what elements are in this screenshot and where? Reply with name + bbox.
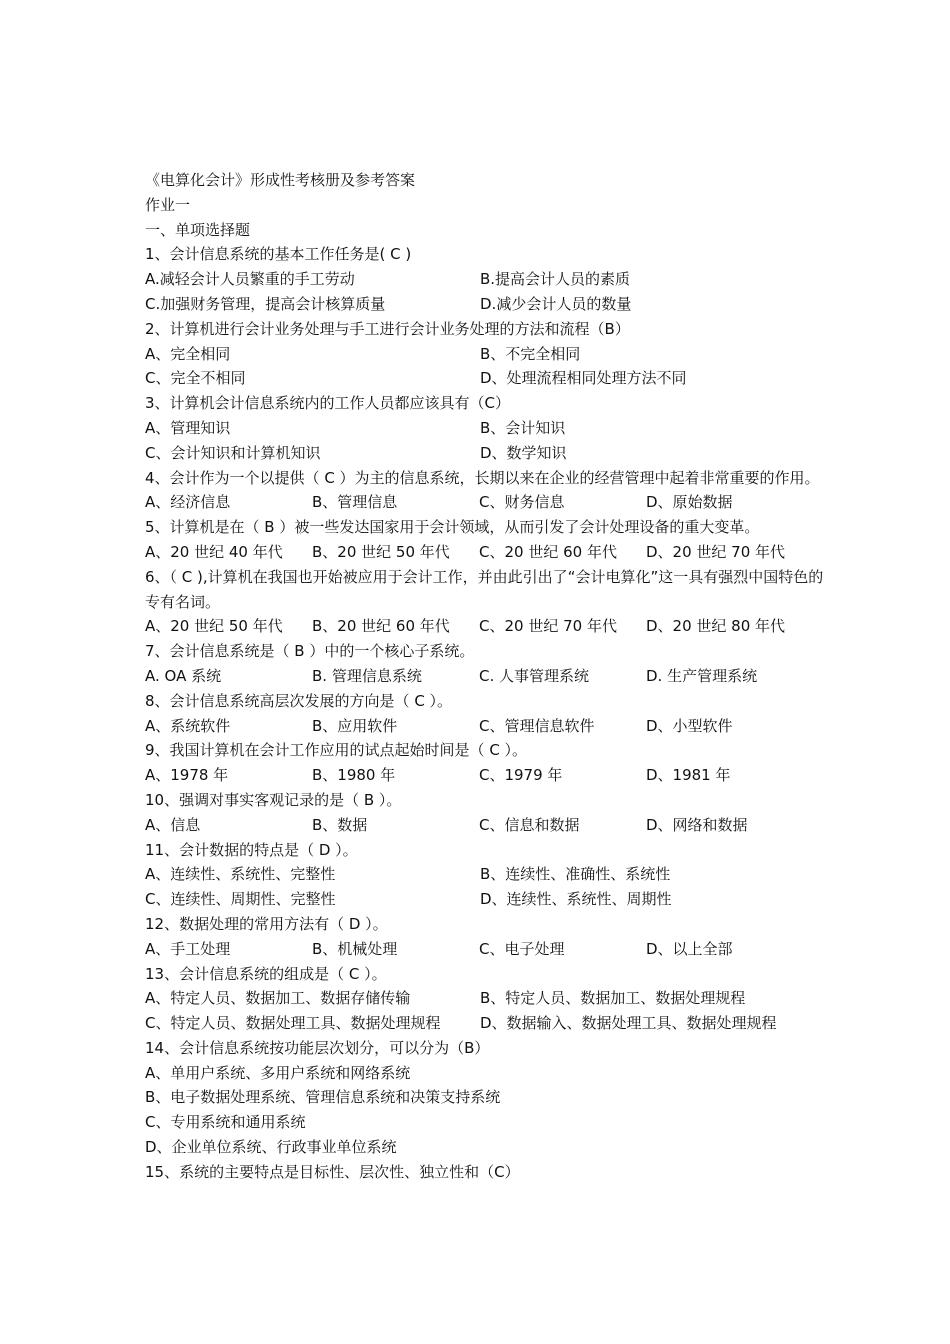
answer-option: B、连续性、准确性、系统性 [480,865,671,884]
option-row [145,267,825,292]
question-text: 8、会计信息系统高层次发展的方向是（ C ）。 [145,691,453,710]
answer-option: B、管理信息 [312,493,398,512]
option-row [145,986,825,1011]
answer-option: C、电子处理 [479,939,565,958]
option-row [145,813,825,838]
answer-option: A、连续性、系统性、完整性 [145,865,336,884]
question-text: 14、会计信息系统按功能层次划分，可以分为（B） [145,1038,490,1057]
answer-option: D. 生产管理系统 [646,666,758,685]
answer-option: B、机械处理 [312,939,398,958]
answer-option: A、管理知识 [145,418,231,437]
answer-option: A、信息 [145,815,201,834]
answer-option: D、20 世纪 70 年代 [646,542,786,561]
question-text: 6、（ C ),计算机在我国也开始被应用于会计工作，并由此引出了“会计电算化”这一具有强烈中国特色的专有名词。 [145,567,824,611]
question-text: 10、强调对事实客观记录的是（ B ）。 [145,790,402,809]
answer-option: D、网络和数据 [646,815,748,834]
answer-option: B、20 世纪 60 年代 [312,617,450,636]
question-text: 12、数据处理的常用方法有（ D ）。 [145,914,388,933]
option-row [145,540,825,565]
answer-option: C、管理信息软件 [479,716,595,735]
answer-option: A、特定人员、数据加工、数据存储传输 [145,989,411,1008]
answer-option: D、数据输入、数据处理工具、数据处理规程 [480,1014,777,1033]
option-row [145,937,825,962]
option-row [145,441,825,466]
question-text: 4、会计作为一个以提供（ C ）为主的信息系统，长期以来在企业的经营管理中起着非常重要的作用。 [145,468,820,487]
assignment-heading: 作业一 [145,195,191,214]
answer-option: C、20 世纪 60 年代 [479,542,617,561]
answer-option: D、以上全部 [646,939,733,958]
answer-option: C、连续性、周期性、完整性 [145,890,336,909]
option-row [145,614,825,639]
answer-option: A、完全相同 [145,344,231,363]
answer-option: D、原始数据 [646,493,733,512]
question-text: 13、会计信息系统的组成是（ C ）。 [145,964,387,983]
question-list [145,242,825,1184]
answer-option: B、不完全相同 [480,344,581,363]
option-row [145,490,825,515]
answer-option: B. 管理信息系统 [312,666,422,685]
answer-option: D、1981 年 [646,766,731,785]
answer-option: B、特定人员、数据加工、数据处理规程 [480,989,746,1008]
option-row [145,887,825,912]
question-text: 11、会计数据的特点是（ D ）。 [145,840,358,859]
option-row [145,664,825,689]
answer-option: B.提高会计人员的素质 [480,270,631,289]
answer-option: B、会计知识 [480,418,566,437]
question-text: 1、会计信息系统的基本工作任务是( C ) [145,245,412,264]
option-row [145,416,825,441]
option-row [145,714,825,739]
option-row [145,763,825,788]
answer-option: D、20 世纪 80 年代 [646,617,786,636]
answer-option: C、专用系统和通用系统 [145,1113,306,1132]
answer-option: A、20 世纪 40 年代 [145,542,283,561]
answer-option: A.减轻会计人员繁重的手工劳动 [145,270,355,289]
answer-option: A、系统软件 [145,716,231,735]
answer-option: C.加强财务管理，提高会计核算质量 [145,294,386,313]
answer-option: B、1980 年 [312,766,396,785]
answer-option: C. 人事管理系统 [479,666,590,685]
question-text: 5、计算机是在（ B ）被一些发达国家用于会计领域，从而引发了会计处理设备的重大变革。 [145,518,760,537]
option-row [145,292,825,317]
answer-option: D、小型软件 [646,716,733,735]
answer-option: D、数学知识 [480,443,567,462]
option-row [145,342,825,367]
answer-option: C、完全不相同 [145,369,246,388]
document-title: 《电算化会计》形成性考核册及参考答案 [145,171,416,189]
option-row [145,862,825,887]
answer-option: D.减少会计人员的数量 [480,294,632,313]
answer-option: C、1979 年 [479,766,563,785]
answer-option: D、连续性、系统性、周期性 [480,890,672,909]
document-page [145,168,825,1185]
answer-option: C、20 世纪 70 年代 [479,617,617,636]
question-text: 2、计算机进行会计业务处理与手工进行会计业务处理的方法和流程（B） [145,319,630,338]
question-text: 9、我国计算机在会计工作应用的试点起始时间是（ C ）。 [145,741,528,760]
answer-option: C、财务信息 [479,493,565,512]
question-text: 15、系统的主要特点是目标性、层次性、独立性和（C） [145,1162,520,1181]
answer-option: A、20 世纪 50 年代 [145,617,283,636]
answer-option: C、特定人员、数据处理工具、数据处理规程 [145,1014,441,1033]
option-row [145,366,825,391]
answer-option: A、1978 年 [145,766,229,785]
answer-option: B、数据 [312,815,368,834]
option-row [145,1011,825,1036]
answer-option: C、会计知识和计算机知识 [145,443,321,462]
answer-option: B、电子数据处理系统、管理信息系统和决策支持系统 [145,1088,501,1107]
answer-option: D、企业单位系统、行政事业单位系统 [145,1138,397,1157]
section-heading: 一、单项选择题 [145,220,251,239]
answer-option: A、单用户系统、多用户系统和网络系统 [145,1063,411,1082]
question-text: 3、计算机会计信息系统内的工作人员都应该具有（C） [145,394,511,413]
answer-option: B、应用软件 [312,716,398,735]
answer-option: C、信息和数据 [479,815,580,834]
answer-option: A、经济信息 [145,493,231,512]
answer-option: B、20 世纪 50 年代 [312,542,450,561]
answer-option: A、手工处理 [145,939,231,958]
answer-option: A. OA 系统 [145,666,222,685]
answer-option: D、处理流程相同处理方法不同 [480,369,687,388]
question-text: 7、会计信息系统是（ B ）中的一个核心子系统。 [145,642,475,661]
